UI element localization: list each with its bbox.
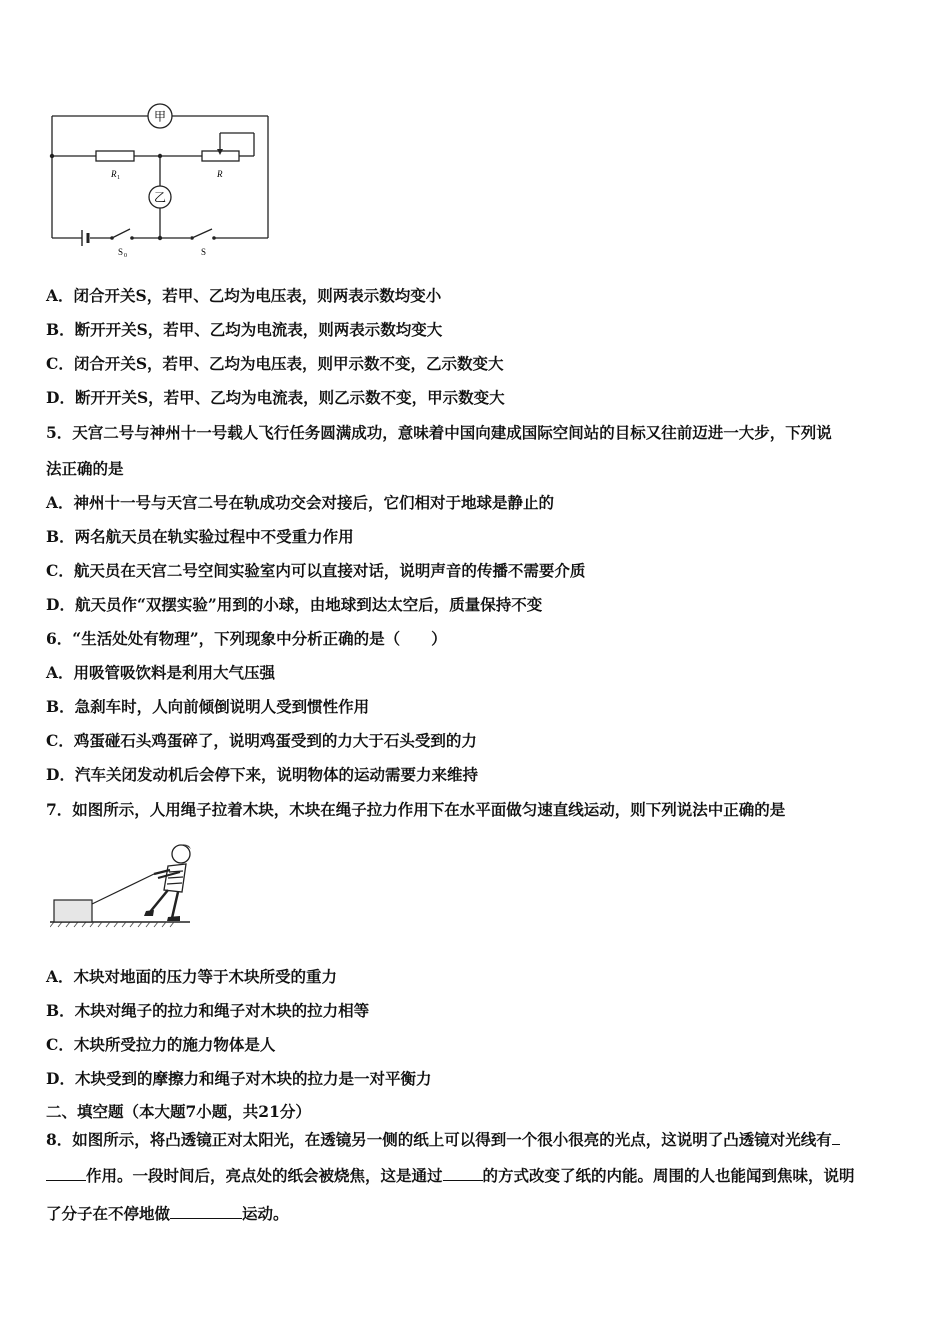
q8-blank1-start bbox=[832, 1130, 840, 1145]
r1-label: R bbox=[111, 169, 117, 179]
q7-option-d: D．木块受到的摩擦力和绳子对木块的拉力是一对平衡力 bbox=[46, 1069, 432, 1088]
r-label: R bbox=[217, 169, 223, 179]
s-label: S bbox=[201, 247, 207, 257]
q7-option-b: B．木块对绳子的拉力和绳子对木块的拉力相等 bbox=[46, 1001, 370, 1020]
q5-option-c: C．航天员在天宫二号空间实验室内可以直接对话，说明声音的传播不需要介质 bbox=[46, 561, 586, 580]
q8-line2-text-a: 作用。一段时间后，亮点处的纸会被烧焦，这是通过 bbox=[86, 1166, 443, 1185]
q8-line3 bbox=[46, 1204, 289, 1224]
q5-stem-line1: 5．天宫二号与神州十一号载人飞行任务圆满成功，意味着中国向建成国际空间站的目标又往前迈进一大步，下列说 bbox=[46, 423, 832, 442]
q8-blank3 bbox=[170, 1204, 242, 1219]
q7-option-c: C．木块所受拉力的施力物体是人 bbox=[46, 1035, 276, 1054]
q8-blank2 bbox=[443, 1166, 483, 1181]
q8-line2 bbox=[46, 1166, 855, 1186]
q4-option-d: D．断开开关S，若甲、乙均为电流表，则乙示数不变，甲示数变大 bbox=[46, 388, 505, 407]
q8-blank1-end bbox=[46, 1166, 86, 1181]
q4-option-a: A．闭合开关S，若甲、乙均为电压表，则两表示数均变小 bbox=[46, 286, 442, 305]
q6-option-d: D．汽车关闭发动机后会停下来，说明物体的运动需要力来维持 bbox=[46, 765, 478, 784]
meter-jia-label: 甲 bbox=[153, 109, 167, 124]
q7-stem: 7．如图所示，人用绳子拉着木块，木块在绳子拉力作用下在水平面做匀速直线运动，则下列说法中正确的是 bbox=[46, 800, 786, 819]
pulling-figure bbox=[50, 840, 210, 930]
q6-stem: 6．“生活处处有物理”，下列现象中分析正确的是（ ） bbox=[46, 629, 447, 648]
section-2-heading: 二、填空题（本大题7小题，共21分） bbox=[46, 1102, 311, 1121]
q5-stem-line2: 法正确的是 bbox=[46, 459, 124, 478]
q6-option-c: C．鸡蛋碰石头鸡蛋碎了，说明鸡蛋受到的力大于石头受到的力 bbox=[46, 731, 477, 750]
q5-option-b: B．两名航天员在轨实验过程中不受重力作用 bbox=[46, 527, 354, 546]
q5-option-a: A．神州十一号与天宫二号在轨成功交会对接后，它们相对于地球是静止的 bbox=[46, 493, 555, 512]
circuit-diagram bbox=[40, 95, 280, 265]
q8-line1 bbox=[46, 1130, 840, 1150]
q4-option-b: B．断开开关S，若甲、乙均为电流表，则两表示数均变大 bbox=[46, 320, 443, 339]
r1-subscript: 1 bbox=[117, 175, 120, 181]
q6-option-a: A．用吸管吸饮料是利用大气压强 bbox=[46, 663, 276, 682]
s0-subscript: 0 bbox=[124, 253, 127, 259]
q8-line1-text: 8．如图所示，将凸透镜正对太阳光，在透镜另一侧的纸上可以得到一个很小很亮的光点，这说明了凸透镜对光线有 bbox=[46, 1130, 832, 1149]
q8-line3-text-a: 了分子在不停地做 bbox=[46, 1204, 171, 1223]
q5-option-d: D．航天员作“双摆实验”用到的小球，由地球到达太空后，质量保持不变 bbox=[46, 595, 543, 614]
q6-option-b: B．急刹车时，人向前倾倒说明人受到惯性作用 bbox=[46, 697, 370, 716]
q8-line3-text-b: 运动。 bbox=[242, 1204, 289, 1223]
q4-option-c: C．闭合开关S，若甲、乙均为电压表，则甲示数不变，乙示数变大 bbox=[46, 354, 504, 373]
q7-option-a: A．木块对地面的压力等于木块所受的重力 bbox=[46, 967, 338, 986]
s0-label: S bbox=[118, 247, 124, 257]
q8-line2-text-b: 的方式改变了纸的内能。周围的人也能闻到焦味，说明 bbox=[482, 1166, 855, 1185]
meter-yi-label: 乙 bbox=[153, 190, 167, 205]
